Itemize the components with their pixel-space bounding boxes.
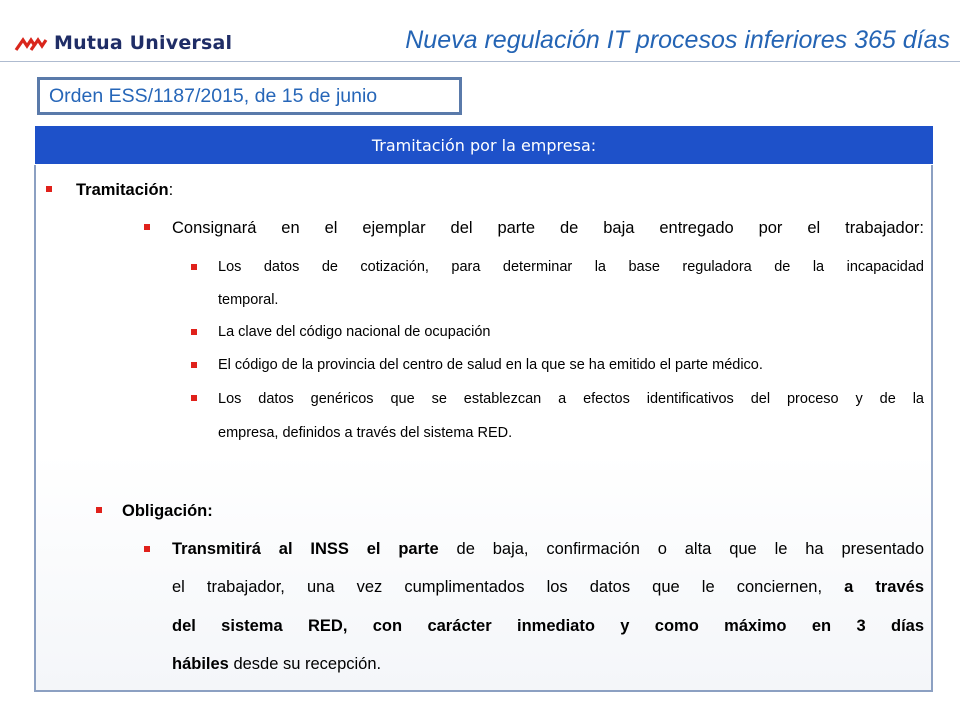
list-item-continuation: temporal. (218, 292, 279, 308)
list-item: El código de la provincia del centro de salud en la que se ha emitido el parte médico. (218, 357, 763, 373)
bullet-icon (144, 546, 150, 552)
bullet-icon (191, 395, 197, 401)
logo (14, 28, 232, 58)
order-label-box (37, 77, 462, 115)
obligacion-line-1: Transmitirá al INSS el parte de baja, confirmación o alta que le ha presentado (172, 540, 925, 558)
obligacion-line-4: hábiles desde su recepción. (172, 655, 382, 673)
order-label: Orden ESS/1187/2015, de 15 de junio (49, 84, 378, 107)
list-item: Los datos genéricos que se establezcan a efectos identificativos del proceso y de la (218, 391, 924, 407)
mutua-logo-icon (14, 32, 50, 54)
page-title: Nueva regulación IT procesos inferiores 365 días (405, 26, 950, 54)
tramitacion-heading: Tramitación: (76, 181, 174, 199)
bullet-icon (46, 186, 52, 192)
bullet-icon (191, 362, 197, 368)
obligacion-line-2: el trabajador, una vez cumplimentados los datos que le conciernen, a través (172, 578, 924, 596)
logo-text: Mutua Universal (54, 32, 233, 54)
bullet-icon (191, 329, 197, 335)
bullet-icon (96, 507, 102, 513)
list-item: Los datos de cotización, para determinar la base reguladora de la incapacidad (218, 259, 924, 275)
obligacion-heading: Obligación: (122, 502, 213, 520)
bullet-icon (191, 264, 197, 270)
section-title: Tramitación por la empresa: (371, 135, 597, 155)
bullet-icon (144, 224, 150, 230)
header-divider (0, 61, 960, 62)
obligacion-line-3: del sistema RED, con carácter inmediato y como máximo en 3 días (172, 617, 924, 635)
section-title-bar (35, 126, 933, 164)
list-item-continuation: empresa, definidos a través del sistema RED. (218, 425, 513, 441)
list-item: La clave del código nacional de ocupación (218, 324, 491, 340)
consignara-text: Consignará en el ejemplar del parte de baja entregado por el trabajador: (172, 219, 924, 237)
